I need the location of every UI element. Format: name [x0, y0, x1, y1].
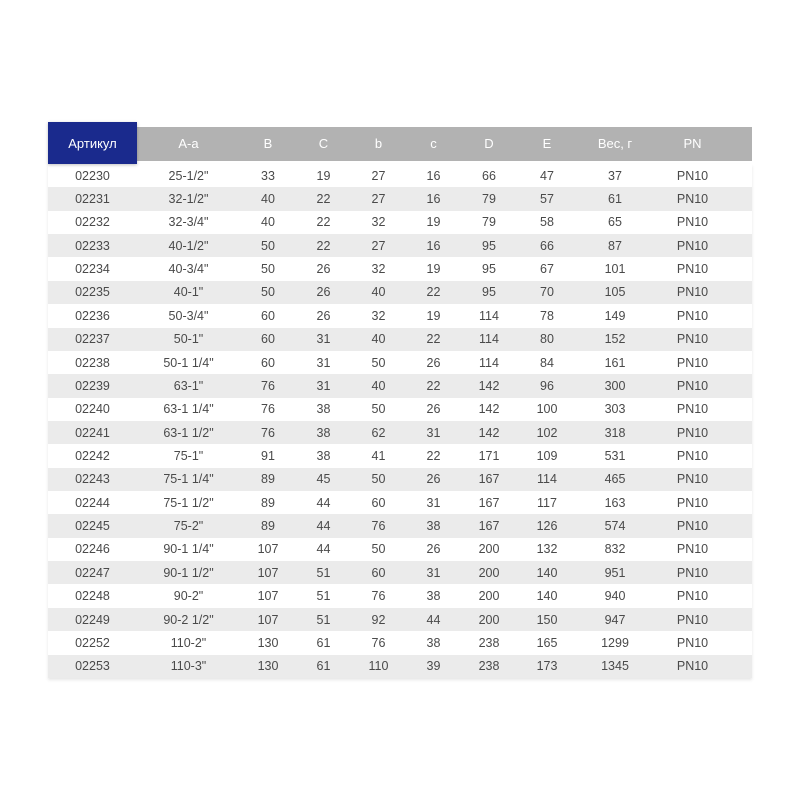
cell: 531 [604, 448, 626, 463]
table-row [48, 608, 752, 631]
cell: 41 [371, 448, 386, 463]
cell: 79 [482, 192, 496, 207]
cell: 38 [426, 519, 441, 534]
cell: 22 [316, 215, 331, 230]
cell: 200 [478, 542, 500, 557]
cell: 50-1 1/4" [163, 355, 214, 370]
cell: 951 [604, 565, 626, 580]
cell: 44 [316, 542, 331, 557]
cell: 76 [371, 635, 386, 650]
cell: 142 [478, 402, 500, 417]
cell: 300 [604, 378, 626, 393]
cell: 19 [426, 215, 441, 230]
cell: PN10 [676, 168, 709, 183]
cell: 31 [426, 425, 441, 440]
cell: 22 [426, 285, 441, 300]
cell: 70 [540, 285, 554, 300]
cell: 26 [426, 402, 441, 417]
cell: 58 [540, 215, 554, 230]
cell: 02239 [75, 378, 110, 393]
cell: PN10 [676, 192, 709, 207]
cell: 92 [371, 612, 386, 627]
col-header-b: b [374, 135, 383, 151]
cell: 832 [604, 542, 626, 557]
cell: PN10 [676, 448, 709, 463]
cell: 50 [261, 285, 275, 300]
table-row [48, 187, 752, 210]
cell: PN10 [676, 355, 709, 370]
cell: 44 [316, 519, 331, 534]
cell: 62 [371, 425, 386, 440]
cell: 171 [478, 448, 500, 463]
cell: 947 [604, 612, 626, 627]
cell: 63-1 1/2" [163, 425, 214, 440]
cell: 105 [604, 285, 626, 300]
cell: 02246 [75, 542, 110, 557]
cell: 26 [426, 355, 441, 370]
cell: 40 [261, 192, 275, 207]
col-header-C: C [318, 135, 329, 151]
cell: 31 [426, 565, 441, 580]
cell: 110 [368, 659, 389, 674]
cell: 163 [604, 495, 626, 510]
cell: 101 [604, 262, 626, 277]
cell: 238 [478, 659, 500, 674]
cell: 76 [371, 589, 386, 604]
cell: 02237 [75, 332, 110, 347]
cell: 76 [261, 425, 275, 440]
cell: 22 [316, 238, 331, 253]
cell: 66 [540, 238, 554, 253]
cell: 45 [316, 472, 331, 487]
cell: 50-3/4" [168, 308, 209, 323]
table-row [48, 491, 752, 514]
table-row [48, 584, 752, 607]
cell: 152 [604, 332, 626, 347]
cell: 02253 [75, 659, 110, 674]
cell: 02230 [75, 168, 110, 183]
cell: 102 [536, 425, 558, 440]
cell: 19 [316, 168, 331, 183]
cell: 303 [604, 402, 626, 417]
cell: 149 [604, 308, 626, 323]
table-row [48, 234, 752, 257]
cell: 50-1" [173, 332, 204, 347]
cell: 16 [426, 168, 441, 183]
cell: 173 [536, 659, 558, 674]
cell: 95 [482, 238, 496, 253]
table-row [48, 468, 752, 491]
cell: 02244 [75, 495, 110, 510]
cell: 02245 [75, 519, 110, 534]
cell: 51 [316, 589, 331, 604]
table-row [48, 211, 752, 234]
cell: 02240 [75, 402, 110, 417]
cell: PN10 [676, 238, 709, 253]
cell: 32 [371, 262, 386, 277]
cell: 50 [371, 402, 386, 417]
table-row [48, 514, 752, 537]
cell: 38 [316, 402, 331, 417]
cell: 75-2" [173, 519, 204, 534]
cell: 130 [257, 659, 279, 674]
cell: 61 [316, 635, 331, 650]
table-row [48, 351, 752, 374]
cell: PN10 [676, 332, 709, 347]
cell: 02234 [75, 262, 110, 277]
cell: 26 [426, 542, 441, 557]
cell: 75-1" [173, 448, 204, 463]
cell: 51 [316, 565, 331, 580]
cell: 110-2" [170, 635, 207, 650]
cell: 95 [482, 262, 496, 277]
cell: 02238 [75, 355, 110, 370]
col-header-B: B [263, 135, 273, 151]
cell: 78 [540, 308, 554, 323]
cell: 60 [261, 308, 275, 323]
cell: 107 [257, 589, 279, 604]
cell: PN10 [676, 285, 709, 300]
cell: 02232 [75, 215, 110, 230]
cell: 90-1 1/4" [163, 542, 214, 557]
cell: 38 [426, 589, 441, 604]
cell: 31 [316, 378, 331, 393]
cell: 114 [479, 332, 499, 347]
cell: 44 [426, 612, 441, 627]
cell: 27 [371, 168, 386, 183]
cell: 38 [316, 425, 331, 440]
cell: PN10 [676, 612, 709, 627]
cell: 167 [478, 495, 500, 510]
cell: 40-1/2" [168, 238, 209, 253]
cell: 65 [608, 215, 622, 230]
cell: 940 [604, 589, 626, 604]
cell: 16 [426, 192, 441, 207]
table-row [48, 444, 752, 467]
cell: 132 [536, 542, 558, 557]
cell: PN10 [676, 215, 709, 230]
cell: 91 [261, 448, 275, 463]
cell: 126 [536, 519, 558, 534]
cell: 02235 [75, 285, 110, 300]
cell: 26 [316, 285, 331, 300]
cell: 31 [426, 495, 441, 510]
cell: 40 [371, 285, 386, 300]
cell: 60 [261, 355, 275, 370]
cell: 1345 [601, 659, 629, 674]
table-row [48, 304, 752, 327]
cell: 22 [316, 192, 331, 207]
cell: 60 [261, 332, 275, 347]
cell: 79 [482, 215, 496, 230]
cell: 22 [426, 448, 441, 463]
table-row [48, 328, 752, 351]
cell: PN10 [676, 565, 709, 580]
cell: 50 [261, 262, 275, 277]
cell: 142 [478, 378, 500, 393]
cell: 61 [608, 192, 622, 207]
cell: 40 [261, 215, 275, 230]
cell: PN10 [676, 308, 709, 323]
table-row [48, 561, 752, 584]
cell: 90-2 1/2" [163, 612, 214, 627]
cell: 02248 [75, 589, 110, 604]
cell: 150 [536, 612, 558, 627]
cell: 238 [478, 635, 500, 650]
cell: PN10 [676, 635, 709, 650]
cell: 90-1 1/2" [163, 565, 214, 580]
cell: 76 [261, 402, 275, 417]
cell: 19 [426, 262, 441, 277]
table-row [48, 281, 752, 304]
col-header-ves-g: Вес, г [597, 135, 633, 151]
cell: 44 [316, 495, 331, 510]
table-header [48, 122, 752, 164]
cell: 61 [316, 659, 331, 674]
cell: 60 [371, 565, 386, 580]
cell: 26 [426, 472, 441, 487]
cell: 200 [478, 612, 500, 627]
col-header-artikul: Артикул [48, 122, 137, 164]
table-body [48, 164, 752, 678]
cell: 40 [371, 378, 386, 393]
cell: PN10 [676, 495, 709, 510]
cell: 114 [537, 472, 557, 487]
cell: 165 [536, 635, 558, 650]
cell: 39 [426, 659, 441, 674]
cell: PN10 [676, 589, 709, 604]
cell: 100 [536, 402, 558, 417]
cell: 26 [316, 308, 331, 323]
cell: 161 [604, 355, 626, 370]
cell: 31 [316, 332, 331, 347]
cell: 31 [316, 355, 331, 370]
cell: 84 [540, 355, 554, 370]
cell: 80 [540, 332, 554, 347]
cell: PN10 [676, 262, 709, 277]
table-row [48, 374, 752, 397]
cell: 89 [261, 519, 275, 534]
cell: 107 [257, 612, 279, 627]
cell: 38 [316, 448, 331, 463]
table-row [48, 421, 752, 444]
cell: 89 [261, 472, 275, 487]
cell: 67 [540, 262, 554, 277]
cell: PN10 [676, 542, 709, 557]
cell: 22 [426, 378, 441, 393]
cell: 51 [316, 612, 331, 627]
cell: 107 [257, 565, 279, 580]
cell: 200 [478, 565, 500, 580]
cell: PN10 [676, 378, 709, 393]
cell: 574 [604, 519, 626, 534]
cell: 140 [536, 565, 558, 580]
cell: 50 [371, 355, 386, 370]
cell: 26 [316, 262, 331, 277]
cell: 107 [257, 542, 279, 557]
cell: 1299 [601, 635, 629, 650]
cell: 47 [540, 168, 554, 183]
cell: 38 [426, 635, 441, 650]
cell: 142 [478, 425, 500, 440]
cell: PN10 [676, 425, 709, 440]
cell: 02243 [75, 472, 110, 487]
cell: 109 [536, 448, 558, 463]
cell: 130 [257, 635, 279, 650]
table-row [48, 631, 752, 654]
col-header-c: c [430, 135, 437, 151]
cell: 75-1 1/2" [163, 495, 214, 510]
cell: 16 [426, 238, 441, 253]
cell: 32-3/4" [168, 215, 209, 230]
cell: 87 [608, 238, 622, 253]
cell: 140 [536, 589, 558, 604]
cell: 40-3/4" [168, 262, 209, 277]
cell: 167 [478, 472, 500, 487]
cell: 90-2" [173, 589, 204, 604]
cell: 63-1" [173, 378, 204, 393]
cell: 02236 [75, 308, 110, 323]
cell: 02242 [75, 448, 110, 463]
table-row [48, 257, 752, 280]
cell: 37 [608, 168, 622, 183]
cell: PN10 [676, 519, 709, 534]
cell: 02247 [75, 565, 110, 580]
cell: 33 [261, 168, 275, 183]
cell: 57 [540, 192, 554, 207]
product-spec-table [48, 122, 752, 678]
cell: 114 [479, 308, 499, 323]
cell: 89 [261, 495, 275, 510]
cell: 114 [479, 355, 499, 370]
cell: 02252 [75, 635, 110, 650]
cell: 50 [371, 542, 386, 557]
cell: 167 [478, 519, 500, 534]
cell: 66 [482, 168, 496, 183]
cell: 200 [478, 589, 500, 604]
cell: 40 [371, 332, 386, 347]
cell: 95 [482, 285, 496, 300]
col-header-E: E [542, 135, 552, 151]
cell: 318 [604, 425, 626, 440]
table-row [48, 164, 752, 187]
cell: 25-1/2" [168, 168, 209, 183]
cell: 76 [261, 378, 275, 393]
cell: 02231 [75, 192, 110, 207]
cell: 27 [371, 238, 386, 253]
col-header-a-a: A-a [178, 135, 199, 151]
cell: 32-1/2" [168, 192, 209, 207]
col-header-D: D [484, 135, 494, 151]
table-row [48, 655, 752, 678]
cell: 117 [537, 495, 557, 510]
table-row [48, 538, 752, 561]
cell: 02233 [75, 238, 110, 253]
cell: 32 [371, 308, 386, 323]
cell: 50 [261, 238, 275, 253]
cell: 40-1" [173, 285, 204, 300]
cell: 60 [371, 495, 386, 510]
cell: 32 [371, 215, 386, 230]
cell: 75-1 1/4" [163, 472, 214, 487]
col-header-PN: PN [683, 135, 702, 151]
cell: 22 [426, 332, 441, 347]
cell: 465 [604, 472, 626, 487]
cell: PN10 [676, 402, 709, 417]
cell: 76 [371, 519, 386, 534]
cell: PN10 [676, 472, 709, 487]
cell: 02241 [75, 425, 110, 440]
cell: 96 [540, 378, 554, 393]
cell: 02249 [75, 612, 110, 627]
table-row [48, 398, 752, 421]
cell: PN10 [676, 659, 709, 674]
cell: 27 [371, 192, 386, 207]
cell: 50 [371, 472, 386, 487]
cell: 19 [426, 308, 441, 323]
cell: 63-1 1/4" [163, 402, 214, 417]
cell: 110-3" [170, 659, 207, 674]
